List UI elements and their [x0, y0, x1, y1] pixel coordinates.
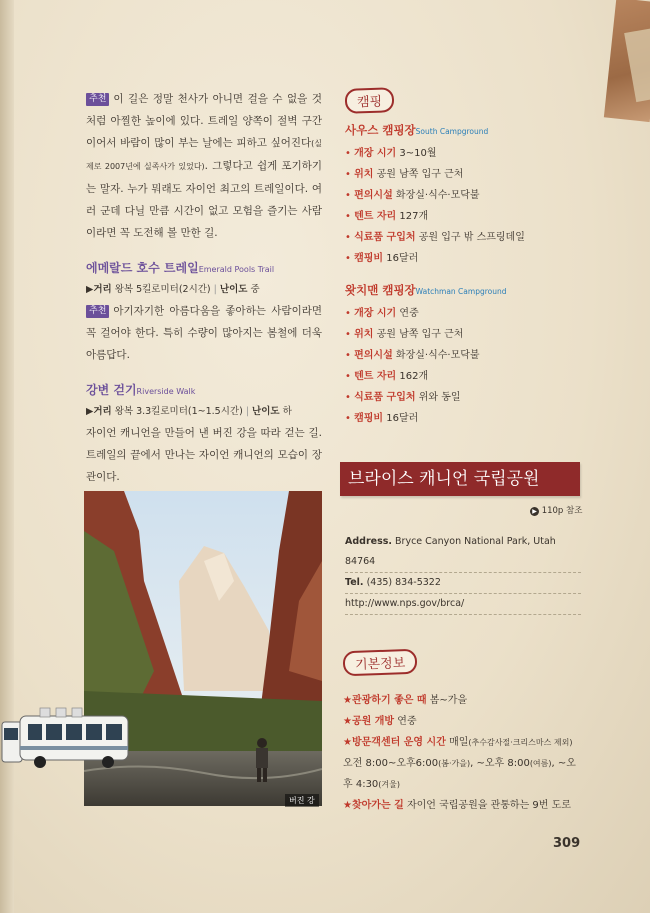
riverside-title-ko: 강변 걷기: [86, 383, 137, 397]
watchman-title-en: Watchman Campground: [415, 287, 507, 296]
page-number: 309: [553, 836, 581, 851]
list-item: • 텐트 자리 127개: [345, 211, 429, 222]
riverside-diff-value: 하: [282, 406, 292, 417]
emerald-title-en: Emerald Pools Trail: [198, 265, 275, 274]
photo-caption: 버진 강: [285, 794, 319, 807]
list-item: ★찾아가는 길 자이언 국립공원을 관통하는 9번 도로: [343, 800, 571, 811]
right-column: [345, 88, 585, 429]
contact-info: [345, 532, 581, 615]
intro-text-1: 이 길은 정말 천사가 아니면 걸을 수 없을 것처럼 아찔한 높이에 있다. 트레일 양쪽이 절벽 구간이어서 바람이 많이 부는 날에는 피하고 싶어진다: [86, 93, 322, 149]
emerald-meta: ▶거리 왕복 5킬로미터(2시간) | 난이도 중: [86, 284, 260, 295]
emerald-text: 아기자기한 아름다움을 좋아하는 사람이라면 꼭 걸어야 한다. 특히 수량이 많아지는 봄철에 더욱 아름답다.: [86, 305, 322, 361]
list-item: • 개장 시기 연중: [345, 308, 419, 319]
riverside-title-en: Riverside Walk: [136, 387, 196, 396]
south-title-ko: 사우스 캠핑장: [345, 123, 416, 137]
list-item: • 식료품 구입처 위와 동일: [345, 392, 461, 403]
watchman-title-ko: 왓치맨 캠핑장: [345, 283, 416, 297]
left-column: [86, 88, 322, 488]
page-reference: [530, 504, 582, 516]
list-item: • 편의시설 화장실·식수·모닥불: [345, 350, 480, 361]
riverside-dist-value: 왕복 3.3킬로미터(1~1.5시간): [114, 406, 243, 417]
list-item: ★관광하기 좋은 때 봄~가을: [343, 695, 468, 706]
list-item: ★공원 개방 연중: [343, 716, 417, 727]
list-item: • 캠핑비 16달러: [345, 253, 419, 264]
arrow-circle-icon: ▶: [530, 507, 539, 516]
riverside-meta: ▶거리 왕복 3.3킬로미터(1~1.5시간) | 난이도 하: [86, 406, 292, 417]
emerald-dist-label: 거리: [93, 284, 112, 295]
riverside-paragraph: 자이언 캐니언을 만들어 낸 버진 강을 따라 걷는 길. 트레일의 끝에서 만나는 자이언 캐니언의 모습이 장관이다.: [86, 427, 322, 483]
tel-value: (435) 834-5322: [366, 577, 441, 588]
south-camp-list: [345, 143, 585, 269]
list-item: • 식료품 구입처 공원 입구 밖 스프링데일: [345, 232, 525, 243]
basic-info-badge: 기본정보: [343, 649, 418, 677]
emerald-paragraph: [86, 300, 322, 366]
tel-row: [345, 573, 581, 594]
shuttle-bus-icon: [0, 706, 132, 770]
tel-label: Tel.: [345, 577, 364, 588]
list-item: • 캠핑비 16달러: [345, 413, 419, 424]
emerald-title-ko: 에메랄드 호수 트레일: [86, 261, 199, 275]
address-value: Bryce Canyon National Park, Utah 84764: [345, 536, 556, 567]
riverside-diff-label: 난이도: [252, 406, 280, 417]
camping-badge: 캠핑: [345, 87, 395, 114]
emerald-diff-label: 난이도: [219, 284, 248, 295]
reference-text: 110p 참조: [541, 506, 583, 516]
riverside-dist-label: 거리: [93, 406, 112, 417]
emerald-diff-value: 중: [250, 284, 260, 295]
south-title-en: South Campground: [415, 127, 489, 136]
address-label: Address.: [345, 536, 392, 547]
list-item: • 텐트 자리 162개: [345, 371, 429, 382]
watchman-camp-title: [345, 279, 585, 303]
riverside-trail-title: [86, 380, 322, 402]
list-item: ★방문객센터 운영 시간 매일(추수감사절·크리스마스 제외) 오전 8:00~오후6:00(봄·가을), ~오후 8:00(여름), ~오후 4:30(겨울): [343, 737, 576, 790]
basic-info-badge-wrap: [343, 650, 417, 675]
intro-text-2: . 그렇다고 쉽게 포기하기는 말자. 누가 뭐래도 자이언 최고의 트레일이다. 여러 군데 다닐 만큼 시간이 없고 모험을 즐기는 사람이라면 꼭 도전해 볼 만한 길.: [86, 160, 322, 239]
page-edge: [0, 0, 14, 913]
basic-info-list: [343, 690, 583, 816]
watchman-camp-list: [345, 303, 585, 429]
list-item: • 위치 공원 남쪽 입구 근처: [345, 169, 464, 180]
emerald-dist-value: 왕복 5킬로미터(2시간): [114, 284, 211, 295]
list-item: • 개장 시기 3~10월: [345, 148, 437, 159]
intro-text-small: (실제로 2007년에 실족사가 있었다): [86, 139, 322, 171]
url-row[interactable]: http://www.nps.gov/brca/: [345, 594, 581, 615]
address-row: [345, 532, 581, 573]
list-item: • 위치 공원 남쪽 입구 근처: [345, 329, 464, 340]
list-item: • 편의시설 화장실·식수·모닥불: [345, 190, 480, 201]
south-camp-title: [345, 119, 585, 143]
intro-paragraph: [86, 88, 322, 244]
emerald-trail-title: [86, 258, 322, 280]
park-title-banner: 브라이스 캐니언 국립공원: [340, 462, 580, 496]
recommend-tag: 추천: [86, 93, 109, 106]
recommend-tag: 추천: [86, 305, 109, 318]
